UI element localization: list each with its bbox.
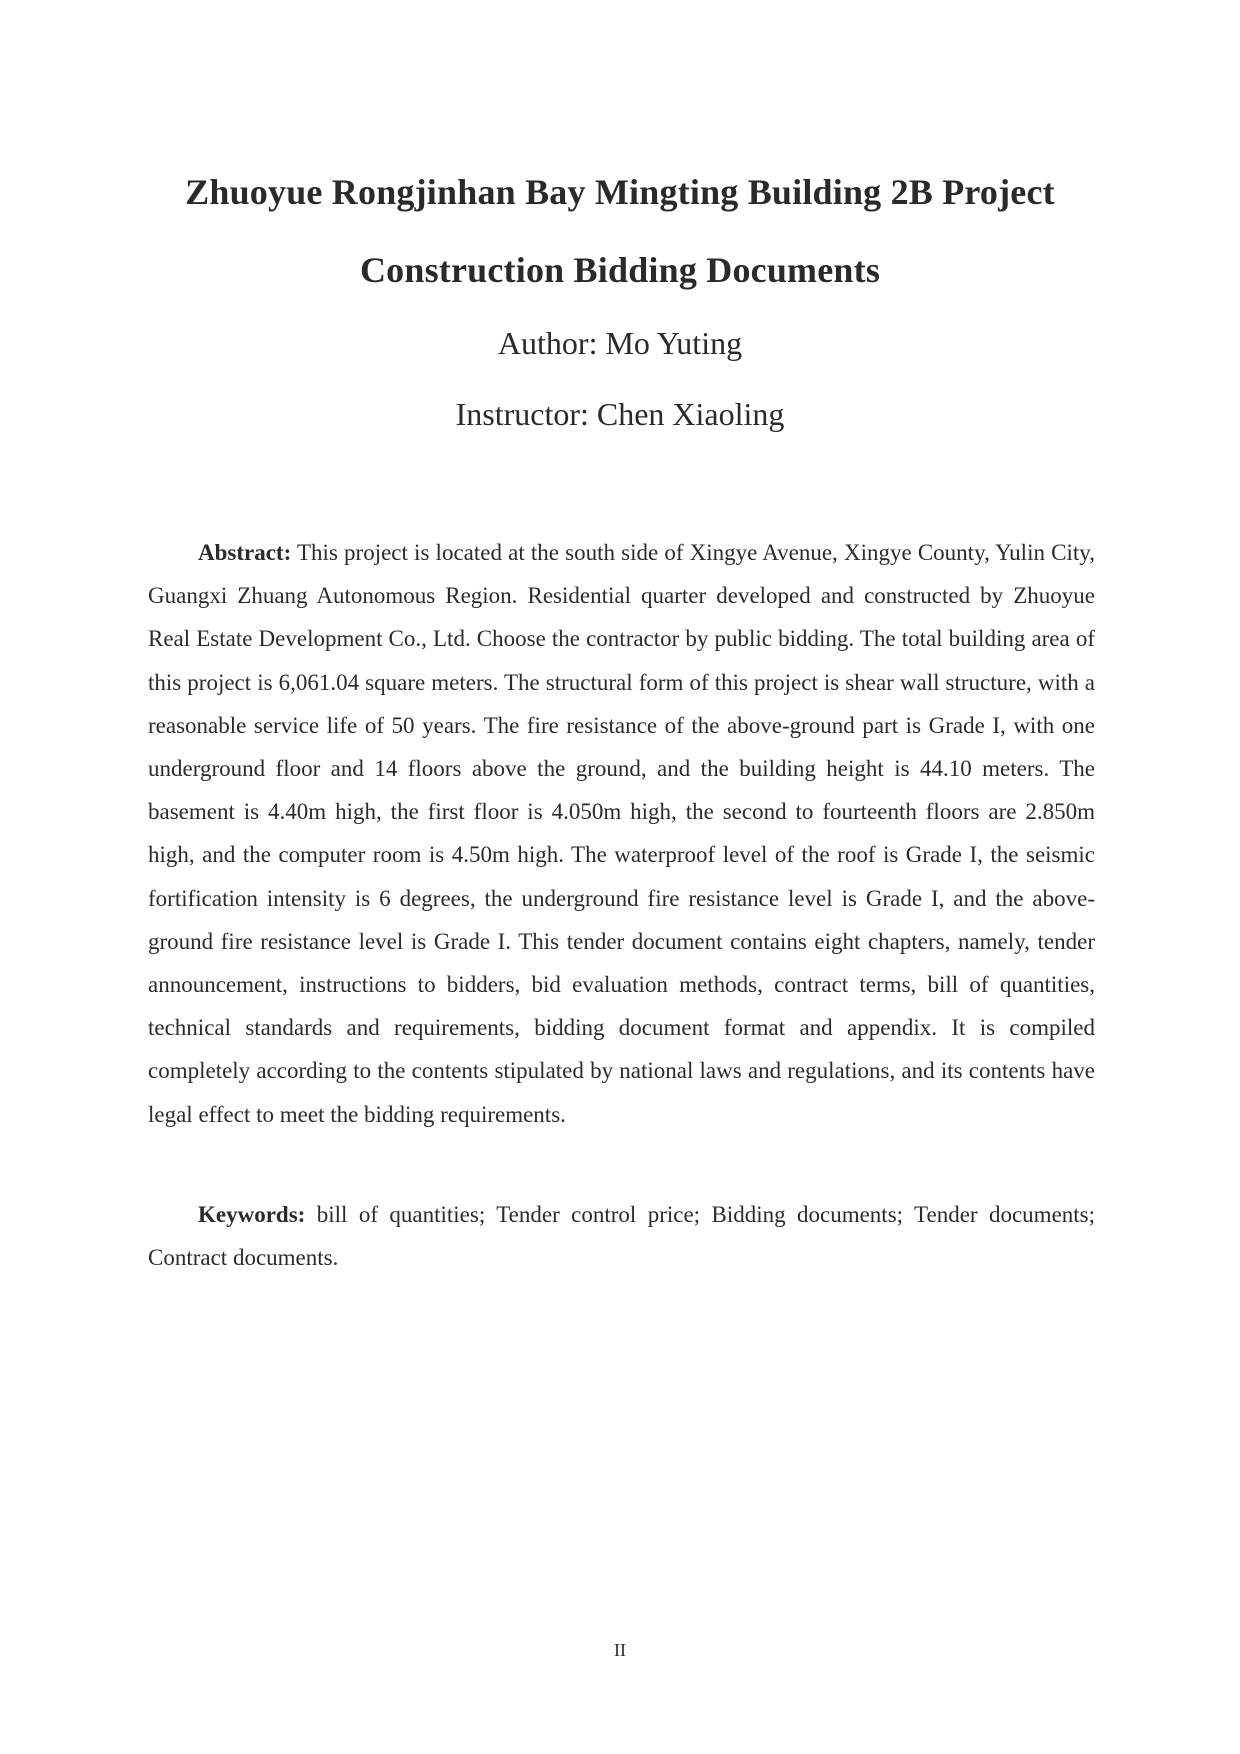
- instructor-line: Instructor: Chen Xiaoling: [455, 396, 785, 432]
- keywords-text: bill of quantities; Tender control price; Bidding documents; Tender documents; Contract documents.: [148, 1202, 1096, 1271]
- abstract-label: Abstract:: [198, 540, 292, 565]
- keywords-label: Keywords:: [198, 1202, 306, 1227]
- abstract-paragraph: [148, 531, 1095, 1136]
- title-line-1: Zhuoyue Rongjinhan Bay Mingting Building 2B Project: [185, 172, 1055, 212]
- author-line: Author: Mo Yuting: [497, 325, 743, 361]
- abstract-text: This project is located at the south side of Xingye Avenue, Xingye County, Yulin City, Guangxi Zhuang Autonomous Region. Residential quarter developed and constructed by Zhuoyue Real Estate Development Co., Ltd. Choose the contractor by public bidding. The total building area of this project is 6,061.04 square meters. The structural form of this project is shear wall structure, with a reasonable service life of 50 years. The fire resistance of the above-ground part is Grade I, with one underground floor and 14 floors above the ground, and the building height is 44.10 meters. The basement is 4.40m high, the first floor is 4.050m high, the second to fourteenth floors are 2.850m high, and the computer room is 4.50m high. The waterproof level of the roof is Grade I, the seismic fortification intensity is 6 degrees, the underground fire resistance level is Grade I, and the above-ground fire resistance level is Grade I. This tender document contains eight chapters, namely, tender announcement, instructions to bidders, bid evaluation methods, contract terms, bill of quantities, technical standards and requirements, bidding document format and appendix. It is compiled completely according to the contents stipulated by national laws and regulations, and its contents have legal effect to meet the bidding requirements.: [148, 540, 1095, 1127]
- title-line-2: Construction Bidding Documents: [359, 250, 881, 290]
- page-number: II: [614, 1640, 626, 1660]
- keywords-paragraph: [148, 1193, 1095, 1279]
